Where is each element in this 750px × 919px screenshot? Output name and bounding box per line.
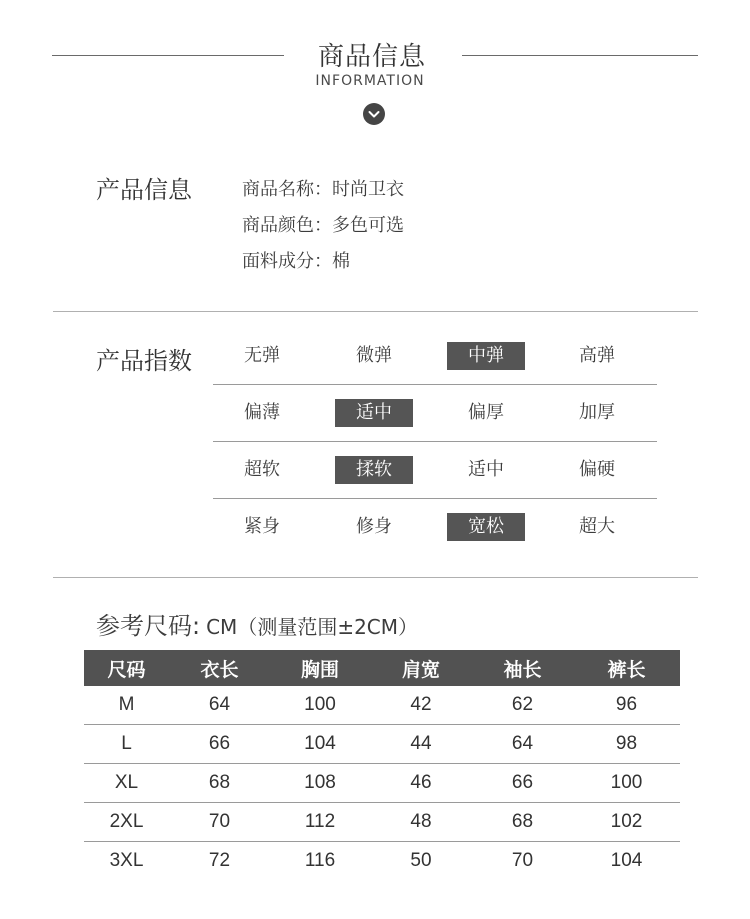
table-row [84,725,680,764]
index-option: 微弹 [356,345,392,366]
table-cell: 48 [370,803,472,842]
table-cell: 3XL [109,850,144,871]
index-row [213,498,657,555]
table-cell: 68 [169,764,270,803]
table-cell: 100 [573,764,680,803]
chevron-down-icon [363,103,385,125]
table-cell: 96 [573,686,680,725]
index-option: 适中 [468,459,504,480]
index-option: 超大 [579,516,615,537]
table-cell: 98 [573,725,680,764]
index-option: 超软 [244,459,280,480]
table-cell: 112 [270,803,370,842]
product-info-title: 产品信息 [96,176,192,204]
table-cell: 100 [270,686,370,725]
page-subtitle: INFORMATION [315,73,425,89]
table-cell: M [84,686,169,725]
table-cell: 64 [472,725,573,764]
table-cell: 72 [208,850,231,871]
table-cell: 66 [472,764,573,803]
index-option: 高弹 [579,345,615,366]
table-cell: 2XL [84,803,169,842]
index-option-selected: 适中 [335,399,413,427]
size-table-header-cell: 胸围 [270,650,370,686]
index-option-selected: 中弹 [447,342,525,370]
table-cell: 68 [472,803,573,842]
table-row [84,764,680,803]
index-row [213,384,657,442]
size-table-header-cell: 衣长 [169,650,270,686]
size-chart-unit: CM（测量范围±2CM） [206,615,419,639]
info-line-material: 面料成分：棉 [242,251,350,272]
table-cell: 42 [370,686,472,725]
product-index-title: 产品指数 [96,347,192,375]
size-table-header-cell: 肩宽 [370,650,472,686]
section-divider [53,311,698,312]
index-option: 紧身 [244,516,280,537]
info-line-name: 商品名称：时尚卫衣 [242,179,404,200]
table-row [84,686,680,725]
index-option: 偏硬 [579,459,615,480]
page-title: 商品信息 [317,42,426,72]
size-table-header [84,650,680,686]
index-option-selected: 宽松 [447,513,525,541]
table-cell: 64 [169,686,270,725]
size-chart-label: 参考尺码: [96,612,201,640]
index-option: 加厚 [579,402,615,423]
table-cell: XL [84,764,169,803]
index-row [213,441,657,499]
table-cell: 116 [304,850,336,871]
table-cell: 62 [472,686,573,725]
table-cell: 104 [610,850,643,871]
size-table [84,650,680,880]
index-option: 偏厚 [468,402,504,423]
table-cell: 70 [169,803,270,842]
size-table-header-cell: 袖长 [472,650,573,686]
table-cell: 104 [270,725,370,764]
table-row [84,803,680,842]
size-chart-title [96,606,418,641]
table-cell: 50 [410,850,432,871]
table-cell: 70 [511,850,534,871]
index-option: 修身 [356,516,392,537]
table-row [84,842,680,881]
table-cell: 102 [573,803,680,842]
index-row [213,327,657,385]
section-divider [53,577,698,578]
size-table-header-cell: 尺码 [84,650,169,686]
table-cell: 66 [169,725,270,764]
index-option: 无弹 [244,345,280,366]
table-cell: 108 [270,764,370,803]
index-option: 偏薄 [244,402,280,423]
info-line-color: 商品颜色：多色可选 [242,215,404,236]
table-cell: L [84,725,169,764]
table-cell: 46 [370,764,472,803]
size-table-header-cell: 裤长 [573,650,680,686]
index-option-selected: 揉软 [335,456,413,484]
table-cell: 44 [370,725,472,764]
